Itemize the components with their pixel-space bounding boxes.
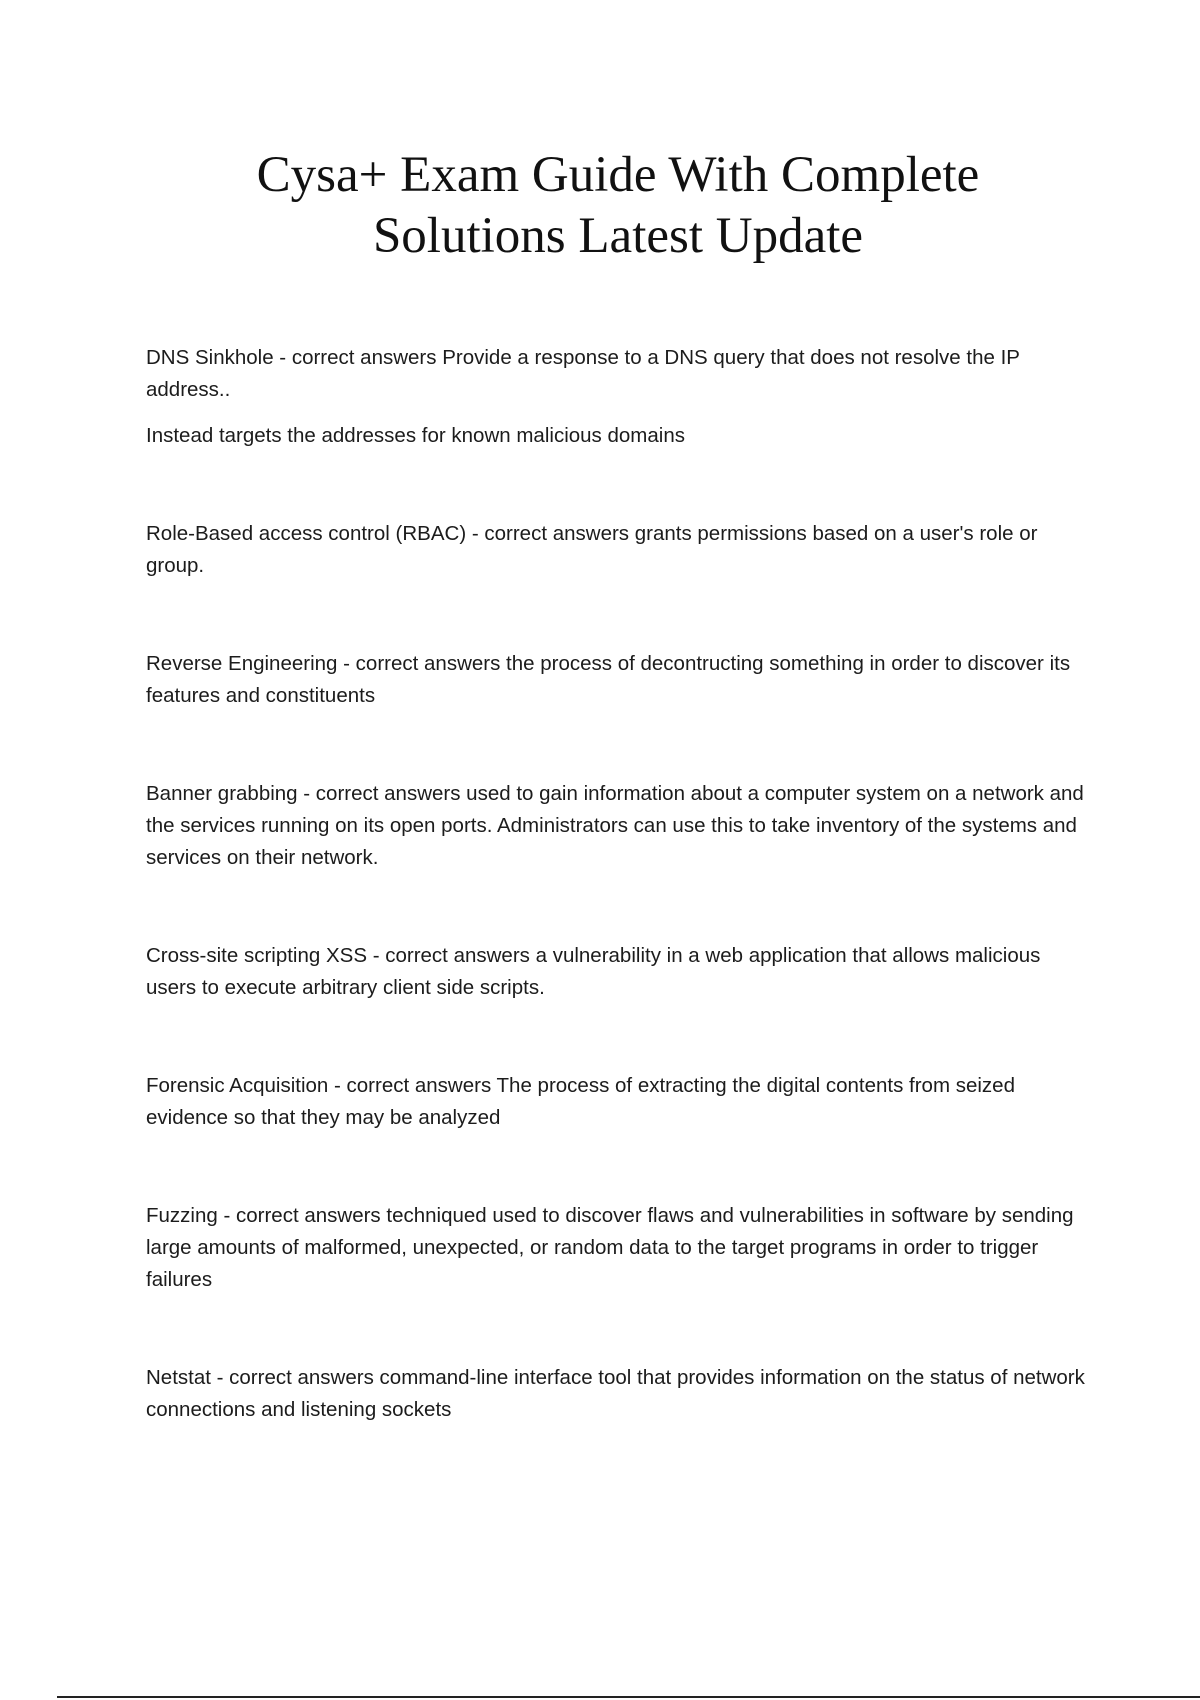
qa-entry-text: Netstat - correct answers command-line interface tool that provides information on the status of network connections and listening sockets: [146, 1366, 1085, 1421]
qa-entry-rbac: [146, 518, 1086, 582]
qa-entry-text: DNS Sinkhole - correct answers Provide a response to a DNS query that does not resolve the IP address..: [146, 346, 1020, 401]
qa-entry-extra: Instead targets the addresses for known malicious domains: [146, 424, 685, 447]
footer-divider: [57, 1696, 1200, 1698]
qa-entry-text: Banner grabbing - correct answers used to gain information about a computer system on a network and the services running on its open ports. Administrators can use this to take inventory of the systems and services on their network.: [146, 782, 1084, 869]
qa-entry-netstat: [146, 1362, 1086, 1426]
qa-entry-text: Reverse Engineering - correct answers the process of decontructing something in order to discover its features and constituents: [146, 652, 1071, 707]
qa-entry-xss: [146, 940, 1086, 1004]
qa-entry-dns-sinkhole: [146, 342, 1086, 452]
qa-entry-reverse-engineering: [146, 648, 1086, 712]
qa-list: [146, 342, 1086, 1492]
document-title: [0, 145, 1200, 267]
qa-entry-text: Cross-site scripting XSS - correct answers a vulnerability in a web application that allows malicious users to execute arbitrary client side scripts.: [146, 944, 1041, 999]
qa-entry-text: Role-Based access control (RBAC) - correct answers grants permissions based on a user's role or group.: [146, 522, 1038, 577]
qa-entry-text: Fuzzing - correct answers techniqued used to discover flaws and vulnerabilities in software by sending large amounts of malformed, unexpected, or random data to the target programs in order to trigger failures: [146, 1204, 1074, 1291]
title-line-2: Solutions Latest Update: [372, 208, 864, 264]
qa-entry-banner-grabbing: [146, 778, 1086, 874]
title-line-1: Cysa+ Exam Guide With Complete: [256, 147, 980, 203]
qa-entry-fuzzing: [146, 1200, 1086, 1296]
qa-entry-forensic-acquisition: [146, 1070, 1086, 1134]
qa-entry-text: Forensic Acquisition - correct answers The process of extracting the digital contents from seized evidence so that they may be analyzed: [146, 1074, 1015, 1129]
